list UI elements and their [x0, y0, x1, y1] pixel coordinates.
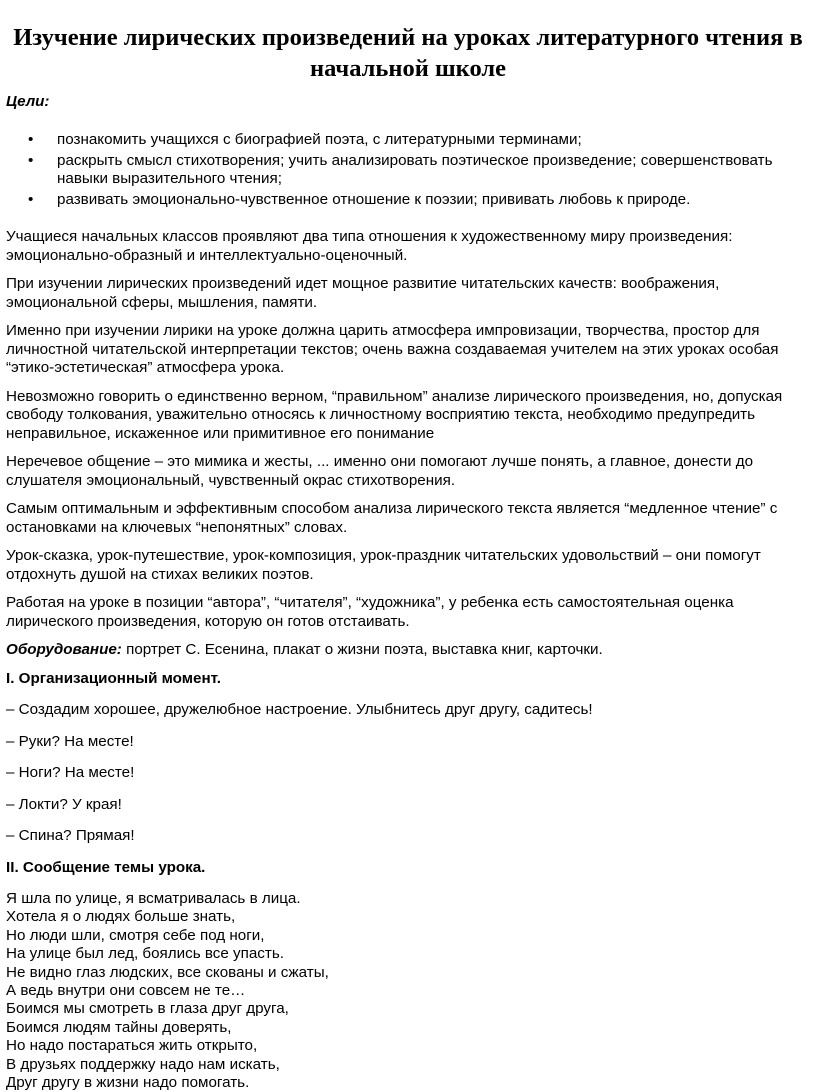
- dialogue-line: – Локти? У края!: [6, 795, 122, 813]
- goal-item: [0, 131, 816, 150]
- poem-line: Я шла по улице, я всматривалась в лица.: [6, 890, 301, 907]
- dialogue-line: – Спина? Прямая!: [6, 827, 135, 844]
- goal-item: [0, 191, 816, 210]
- paragraph: Работая на уроке в позиции “автора”, “читателя”, “художника”, у ребенка есть самостоятельная оценка лирического произведения, которую он готов отстаивать.: [6, 594, 734, 630]
- poem-line: Боимся людям тайны доверять,: [6, 1018, 232, 1036]
- equipment-label: Оборудование:: [6, 641, 122, 658]
- paragraph: Невозможно говорить о единственно верном, “правильном” анализе лирического произведения, но, допуская свободу толкования, уважительно относясь к личностному восприятию текста, необходимо предупредить неправильное, искаженное или примитивное его понимание: [6, 387, 783, 442]
- paragraph: Учащиеся начальных классов проявляют два типа отношения к художественному миру произведения: эмоционально-образный и интеллектуально-оценочный.: [6, 228, 733, 264]
- goal-item: [0, 152, 816, 189]
- bullet-icon: •: [28, 131, 34, 148]
- equipment-text: портрет С. Есенина, плакат о жизни поэта, выставка книг, карточки.: [121, 641, 603, 658]
- paragraph: Урок-сказка, урок-путешествие, урок-композиция, урок-праздник читательских удовольствий – они помогут отдохнуть душой на стихах великих поэтов.: [6, 547, 761, 583]
- poem-line: А ведь внутри они совсем не те…: [6, 982, 246, 1000]
- document-body: [6, 228, 806, 1092]
- paragraph: Неречевое общение – это мимика и жесты, ... именно они помогают лучше понять, а главное, донести до слушателя эмоциональный, чувственный окрас стихотворения.: [6, 453, 754, 489]
- poem: [6, 890, 806, 1092]
- poem-line: Боимся мы смотреть в глаза друг друга,: [6, 1000, 289, 1018]
- dialogue-line: – Создадим хорошее, дружелюбное настроение. Улыбнитесь друг другу, садитесь!: [6, 701, 593, 718]
- equipment-line: [6, 641, 806, 660]
- dialogue-line: – Ноги? На месте!: [6, 764, 135, 781]
- section-heading: I. Организационный момент.: [6, 669, 221, 687]
- goal-text: познакомить учащихся с биографией поэта, с литературными терминами;: [57, 131, 582, 148]
- document-title: Изучение лирических произведений на уроках литературного чтения в начальной школе: [13, 24, 803, 82]
- bullet-icon: •: [28, 190, 34, 208]
- paragraph: Именно при изучении лирики на уроке должна царить атмосфера импровизации, творчества, простор для личностной читательской интерпретации текстов; очень важна создаваемая учителем на этих уроках особая “этико-эстетическая” атмосфера урока.: [6, 322, 779, 376]
- goals-label: Цели:: [6, 93, 50, 110]
- bullet-icon: •: [28, 151, 34, 169]
- poem-line: Но люди шли, смотря себе под ноги,: [6, 926, 265, 944]
- goals-list: [0, 131, 816, 211]
- poem-line: Не видно глаз людских, все скованы и сжаты,: [6, 963, 329, 981]
- goal-text: развивать эмоционально-чувственное отношение к поэзии; прививать любовь к природе.: [57, 190, 691, 208]
- poem-line: В друзьях поддержку надо нам искать,: [6, 1055, 280, 1073]
- section-heading: II. Сообщение темы урока.: [6, 858, 206, 876]
- goal-text: раскрыть смысл стихотворения; учить анализировать поэтическое произведение; совершенствовать навыки выразительного чтения;: [57, 151, 773, 187]
- paragraph: Самым оптимальным и эффективным способом анализа лирического текста является “медленное чтение” с остановками на ключевых “непонятных” словах.: [6, 500, 778, 536]
- poem-line: Но надо постараться жить открыто,: [6, 1037, 258, 1055]
- paragraph: При изучении лирических произведений идет мощное развитие читательских качеств: воображения, эмоциональной сферы, мышления, памяти.: [6, 275, 720, 311]
- poem-line: На улице был лед, боялись все упасть.: [6, 945, 284, 963]
- poem-line: Друг другу в жизни надо помогать.: [6, 1074, 250, 1092]
- dialogue-line: – Руки? На месте!: [6, 732, 134, 750]
- poem-line: Хотела я о людях больше знать,: [6, 908, 236, 926]
